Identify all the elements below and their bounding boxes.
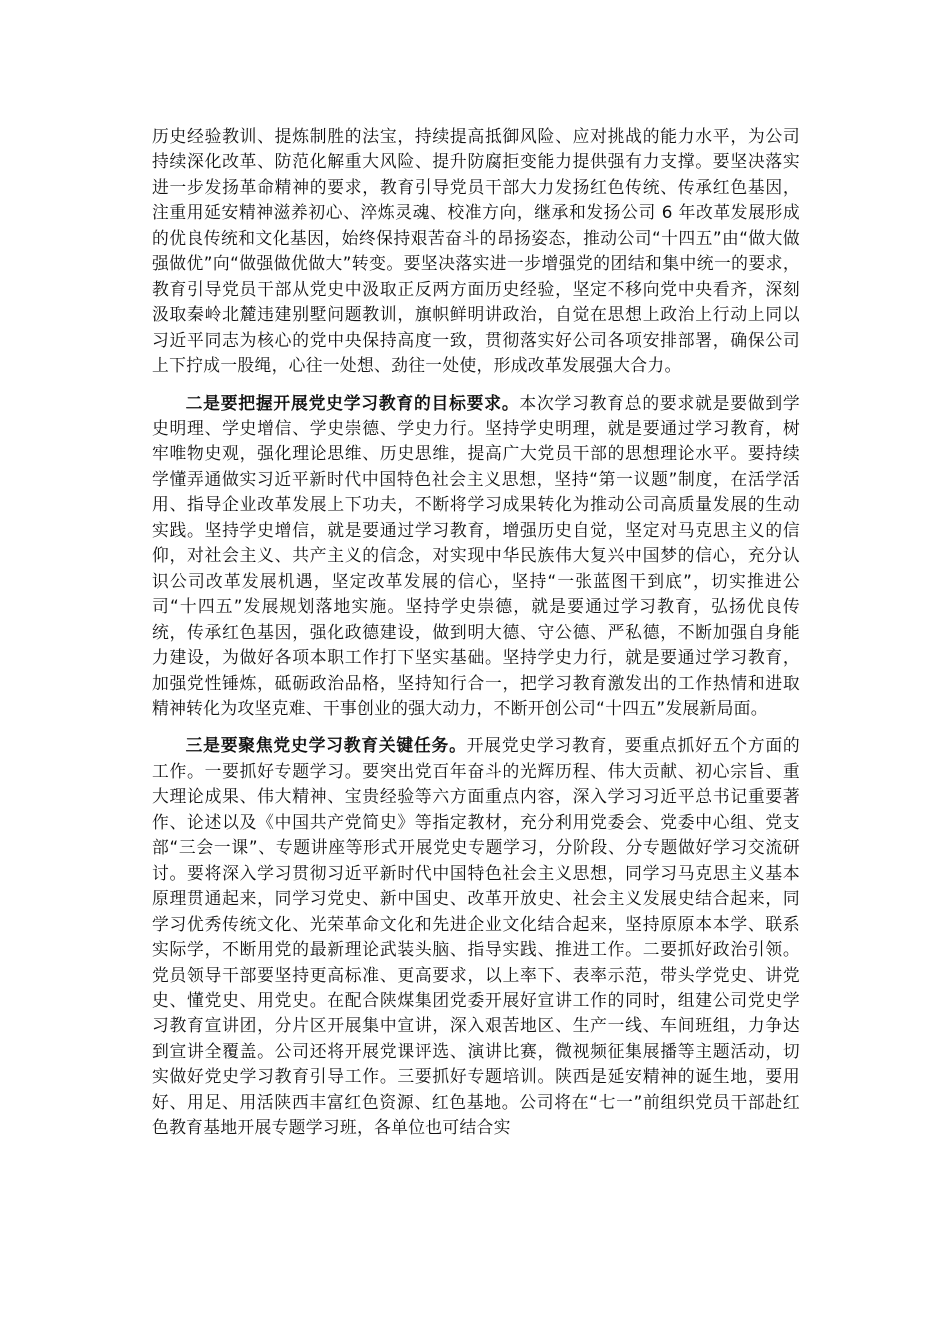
- document-page: [152, 124, 800, 1141]
- paragraph-1: [152, 124, 800, 379]
- paragraph-3-lead: 三是要聚焦党史学习教育关键任务。: [185, 735, 467, 756]
- paragraph-2-lead: 二是要把握开展党史学习教育的目标要求。: [185, 392, 520, 413]
- paragraph-3: [152, 733, 800, 1140]
- paragraph-1-text: 历史经验教训、提炼制胜的法宝，持续提高抵御风险、应对挑战的能力水平，为公司持续深化改革、防范化解重大风险、提升防腐拒变能力提供强有力支撑。要坚决落实进一步发扬革命精神的要求，教育引导党员干部大力发扬红色传统、传承红色基因，注重用延安精神滋养初心、淬炼灵魂、校准方向，继承和发扬公司 6 年改革发展形成的优良传统和文化基因，始终保持艰苦奋斗的昂扬姿态，推动公司“十四五”由“做大做强做优”向“做强做优做大”转变。要坚决落实进一步增强党的团结和集中统一的要求，教育引导党员干部从党史中汲取正反两方面历史经验，坚定不移向党中央看齐，深刻汲取秦岭北麓违建别墅问题教训，旗帜鲜明讲政治，自觉在思想上政治上行动上同以习近平同志为核心的党中央保持高度一致，贯彻落实好公司各项安排部署，确保公司上下拧成一股绳，心往一处想、劲往一处使，形成改革发展强大合力。: [152, 126, 800, 376]
- paragraph-2-text: 本次学习教育总的要求就是要做到学史明理、学史增信、学史崇德、学史力行。坚持学史明理，就是要通过学习教育，树牢唯物史观，强化理论思维、历史思维，提高广大党员干部的思想理论水平。要持续学懂弄通做实习近平新时代中国特色社会主义思想，坚持“第一议题”制度，在活学活用、指导企业改革发展上下功夫，不断将学习成果转化为推动公司高质量发展的生动实践。坚持学史增信，就是要通过学习教育，增强历史自觉，坚定对马克思主义的信仰，对社会主义、共产主义的信念，对实现中华民族伟大复兴中国梦的信心，充分认识公司改革发展机遇，坚定改革发展的信心，坚持“一张蓝图干到底”，切实推进公司“十四五”发展规划落地实施。坚持学史崇德，就是要通过学习教育，弘扬优良传统，传承红色基因，强化政德建设，做到明大德、守公德、严私德，不断加强自身能力建设，为做好各项本职工作打下坚实基础。坚持学史力行，就是要通过学习教育，加强党性锤炼，砥砺政治品格，坚持知行合一，把学习教育激发出的工作热情和进取精神转化为攻坚克难、干事创业的强大动力，不断开创公司“十四五”发展新局面。: [152, 392, 800, 718]
- paragraph-2: [152, 391, 800, 722]
- paragraph-3-text: 开展党史学习教育，要重点抓好五个方面的工作。一要抓好专题学习。要突出党百年奋斗的光辉历程、伟大贡献、初心宗旨、重大理论成果、伟大精神、宝贵经验等六方面重点内容，深入学习习近平总书记重要著作、论述以及《中国共产党简史》等指定教材，充分利用党委会、党委中心组、党支部“三会一课”、专题讲座等形式开展党史专题学习，分阶段、分专题做好学习交流研讨。要将深入学习贯彻习近平新时代中国特色社会主义思想，同学习马克思主义基本原理贯通起来，同学习党史、新中国史、改革开放史、社会主义发展史结合起来，同学习优秀传统文化、光荣革命文化和先进企业文化结合起来，坚持原原本本学、联系实际学，不断用党的最新理论武装头脑、指导实践、推进工作。二要抓好政治引领。党员领导干部要坚持更高标准、更高要求，以上率下、表率示范，带头学党史、讲党史、懂党史、用党史。在配合陕煤集团党委开展好宣讲工作的同时，组建公司党史学习教育宣讲团，分片区开展集中宣讲，深入艰苦地区、生产一线、车间班组，力争达到宣讲全覆盖。公司还将开展党课评选、演讲比赛，微视频征集展播等主题活动，切实做好党史学习教育引导工作。三要抓好专题培训。陕西是延安精神的诞生地，要用好、用足、用活陕西丰富红色资源、红色基地。公司将在“七一”前组织党员干部赴红色教育基地开展专题学习班，各单位也可结合实: [152, 735, 800, 1138]
